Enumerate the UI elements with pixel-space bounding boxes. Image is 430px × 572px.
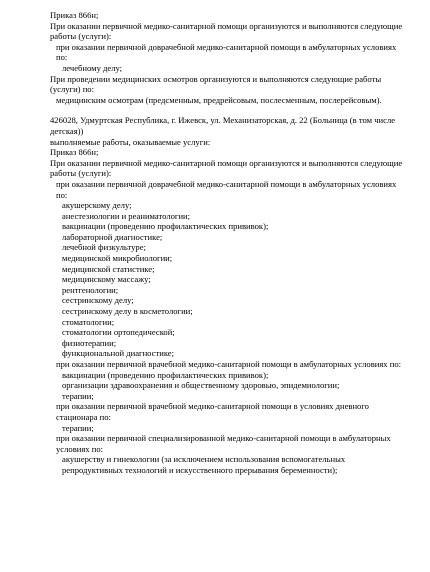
document-line: выполняемые работы, оказываемые услуги:: [50, 136, 211, 147]
document-line: функциональной диагностике;: [62, 348, 175, 359]
document-line: медицинскому массажу;: [62, 274, 151, 285]
document-block-1: [50, 10, 408, 105]
document-line: сестринскому делу в косметологии;: [62, 306, 193, 317]
document-line: 426028, Удмуртская Республика, г. Ижевск, ул. Механизаторская, д. 22 (Больница (в том числе детская)): [50, 115, 396, 136]
document-line: организации здравоохранения и общественному здоровью, эпидемиологии;: [62, 380, 340, 391]
document-line: Приказ 866н;: [50, 147, 99, 158]
document-line: при оказании первичной доврачебной медико-санитарной помощи в амбулаторных условиях по:: [56, 41, 397, 63]
document-line: терапии;: [62, 390, 94, 401]
document-line: рентгенологии;: [62, 284, 119, 295]
document-line: физиотерапии;: [62, 337, 117, 348]
document-line: При проведении медицинских осмотров организуются и выполняются следующие работы (услуги) по:: [50, 73, 382, 95]
document-line: При оказании первичной медико-санитарной помощи организуются и выполняются следующие работы (услуги):: [50, 157, 403, 179]
document-line: стоматологии ортопедической;: [62, 327, 175, 338]
document-line: лечебной физкультуре;: [62, 242, 146, 253]
document-line: вакцинации (проведению профилактических прививок);: [62, 221, 269, 232]
document-line: акушерству и гинекологии (за исключением использования вспомогательных репродуктивных технологий и искусственного прерывания беременности);: [62, 454, 346, 475]
document-line: при оказании первичной специализированной медико-санитарной помощи в амбулаторных условиях по:: [56, 433, 391, 454]
document-block-2: [50, 115, 408, 475]
document-line: При оказании первичной медико-санитарной помощи организуются и выполняются следующие работы (услуги):: [50, 20, 403, 42]
document-line: акушерскому делу;: [62, 200, 132, 211]
document-line: анестезиологии и реаниматологии;: [62, 210, 191, 221]
document-line: лечебному делу;: [62, 62, 123, 73]
document-line: лабораторной диагностике;: [62, 231, 163, 242]
document-line: медицинским осмотрам (предсменным, предрейсовым, послесменным, послерейсовым).: [56, 94, 382, 105]
block-spacer: [50, 105, 408, 115]
document-line: медицинской статистике;: [62, 263, 155, 274]
document-line: при оказании первичной врачебной медико-санитарной помощи в амбулаторных условиях по:: [56, 359, 402, 369]
document-line: при оказании первичной доврачебной медико-санитарной помощи в амбулаторных условиях по:: [56, 178, 397, 200]
document-line: терапии;: [62, 422, 94, 433]
document-line: вакцинации (проведению профилактических прививок);: [62, 369, 269, 380]
document-line: Приказ 866н;: [50, 10, 99, 20]
document-line: медицинской микробиологии;: [62, 253, 173, 264]
document-line: при оказании первичной врачебной медико-санитарной помощи в условиях дневного стационара по:: [56, 401, 369, 422]
document-line: сестринскому делу;: [62, 295, 134, 306]
document-line: стоматологии;: [62, 316, 115, 327]
